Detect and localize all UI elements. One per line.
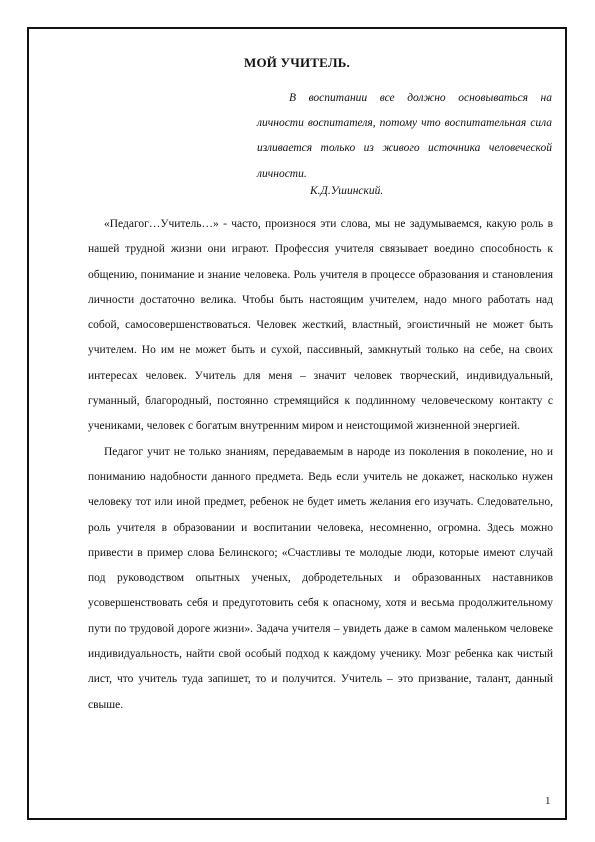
epigraph-quote: В воспитании все должно основываться на личности воспитателя, потому что воспитательная сила изливается только из живого источника человеческой личности. <box>257 92 552 180</box>
document-title: МОЙ УЧИТЕЛЬ. <box>243 55 351 70</box>
document-body <box>88 212 553 718</box>
paragraph-2: Педагог учит не только знаниям, передаваемым в народе из поколения в поколение, но и пониманию надобности данного предмета. Ведь если учитель не докажет, насколько нужен человеку тот или иной предмет, ребенок не будет иметь желания его изучать. Следовательно, роль учителя в образовании и воспитании человека, несомненно, огромна. Здесь можно привести в пример слова Белинского; «Счастливы те молодые люди, которые имеют случай под руководством опытных ученых, добродетельных и образованных наставников усовершенствовать себя и предуготовить себя к опасному, хотя и весьма продолжительному пути по трудовой дороге жизни». Задача учителя – увидеть даже в самом маленьком человеке индивидуальность, найти свой особый подход к каждому ученику. Мозг ребенка как чистый лист, что учитель туда запишет, то и получится. Учитель – это призвание, талант, данный свыше. <box>88 445 553 711</box>
epigraph-author: К.Д.Ушинский. <box>310 185 384 197</box>
paragraph-1: «Педагог…Учитель…» - часто, произнося эти слова, мы не задумываемся, какую роль в нашей трудной жизни они играют. Профессия учителя связывает воедино способность к общению, понимание и знание человека. Роль учителя в процессе образования и становления личности достаточно велика. Чтобы быть настоящим учителем, надо много работать над собой, самосовершенствоваться. Человек жесткий, властный, эгоистичный не может быть учителем. Но им не может быть и сухой, пассивный, замкнутый только на себе, на своих интересах человек. Учитель для меня – значит человек творческий, индивидуальный, гуманный, благородный, постоянно стремящийся к подлинному человеческому контакту с учениками, человек с богатым внутренним миром и неистощимой жизненной энергией. <box>88 218 553 433</box>
page-number: 1 <box>545 795 551 807</box>
